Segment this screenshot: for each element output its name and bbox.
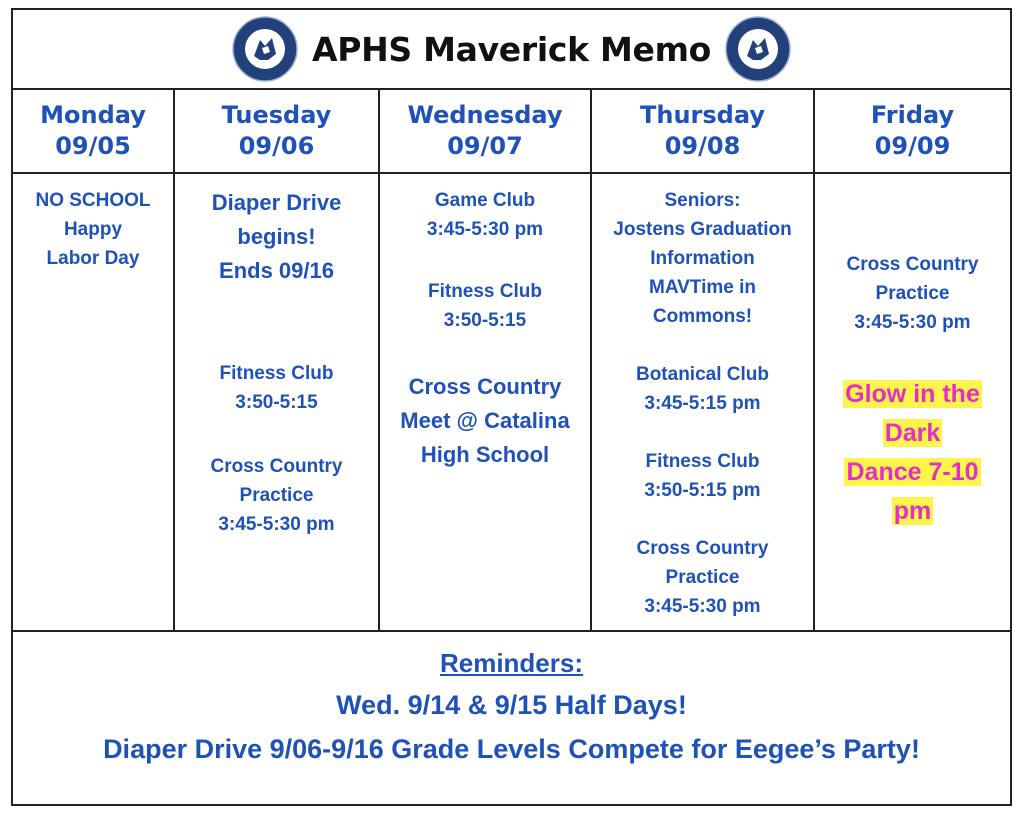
day-header-monday: [13, 90, 173, 174]
event-cross-country-practice: Cross Country Practice 3:45-5:30 pm: [846, 254, 979, 333]
day-date: 09/09: [874, 132, 951, 160]
event-botanical-club: Botanical Club 3:45-5:15 pm: [635, 364, 769, 414]
week-schedule: [13, 90, 1010, 630]
day-column-thursday: [592, 90, 815, 630]
maverick-logo-icon: [725, 16, 791, 82]
day-header-friday: [815, 90, 1010, 174]
maverick-logo-icon: [232, 16, 298, 82]
day-date: 09/07: [447, 132, 523, 160]
event-glow-dance: Glow in the Dark Dance 7-10 pm: [845, 380, 980, 525]
reminder-diaper-drive: Diaper Drive 9/06-9/16 Grade Levels Compete for Eegee’s Party!: [103, 734, 920, 764]
event-fitness-club: Fitness Club 3:50-5:15: [219, 363, 334, 413]
day-name: Tuesday: [221, 101, 332, 129]
maverick-memo: [11, 8, 1012, 806]
day-date: 09/05: [55, 132, 131, 160]
day-column-tuesday: [175, 90, 380, 630]
reminders-section: [13, 630, 1010, 804]
day-header-tuesday: [175, 90, 378, 174]
day-column-monday: [13, 90, 175, 630]
day-name: Monday: [40, 101, 146, 129]
event-no-school: NO SCHOOL Happy Labor Day: [35, 190, 151, 269]
event-cross-country-practice: Cross Country Practice 3:45-5:30 pm: [210, 456, 343, 535]
event-fitness-club: Fitness Club 3:50-5:15 pm: [644, 451, 761, 501]
event-cross-country-meet: Cross Country Meet @ Catalina High School: [400, 374, 570, 467]
event-game-club: Game Club 3:45-5:30 pm: [426, 190, 544, 240]
page-title: APHS Maverick Memo: [311, 29, 712, 69]
day-date: 09/06: [238, 132, 315, 160]
day-date: 09/08: [664, 132, 741, 160]
reminders-title: Reminders:: [439, 648, 584, 678]
day-name: Wednesday: [407, 101, 563, 129]
event-diaper-drive: Diaper Drive begins! Ends 09/16: [211, 190, 342, 283]
day-name: Friday: [870, 101, 955, 129]
reminder-half-days: Wed. 9/14 & 9/15 Half Days!: [336, 690, 687, 720]
event-cross-country-practice: Cross Country Practice 3:45-5:30 pm: [636, 538, 769, 617]
day-column-wednesday: [380, 90, 592, 630]
day-header-wednesday: [380, 90, 590, 174]
day-header-thursday: [592, 90, 813, 174]
memo-header: [13, 10, 1010, 90]
day-column-friday: [815, 90, 1010, 630]
event-seniors-jostens: Seniors: Jostens Graduation Information MAVTime in Commons!: [613, 190, 792, 327]
day-name: Thursday: [640, 101, 765, 129]
event-fitness-club: Fitness Club 3:50-5:15: [427, 281, 542, 331]
